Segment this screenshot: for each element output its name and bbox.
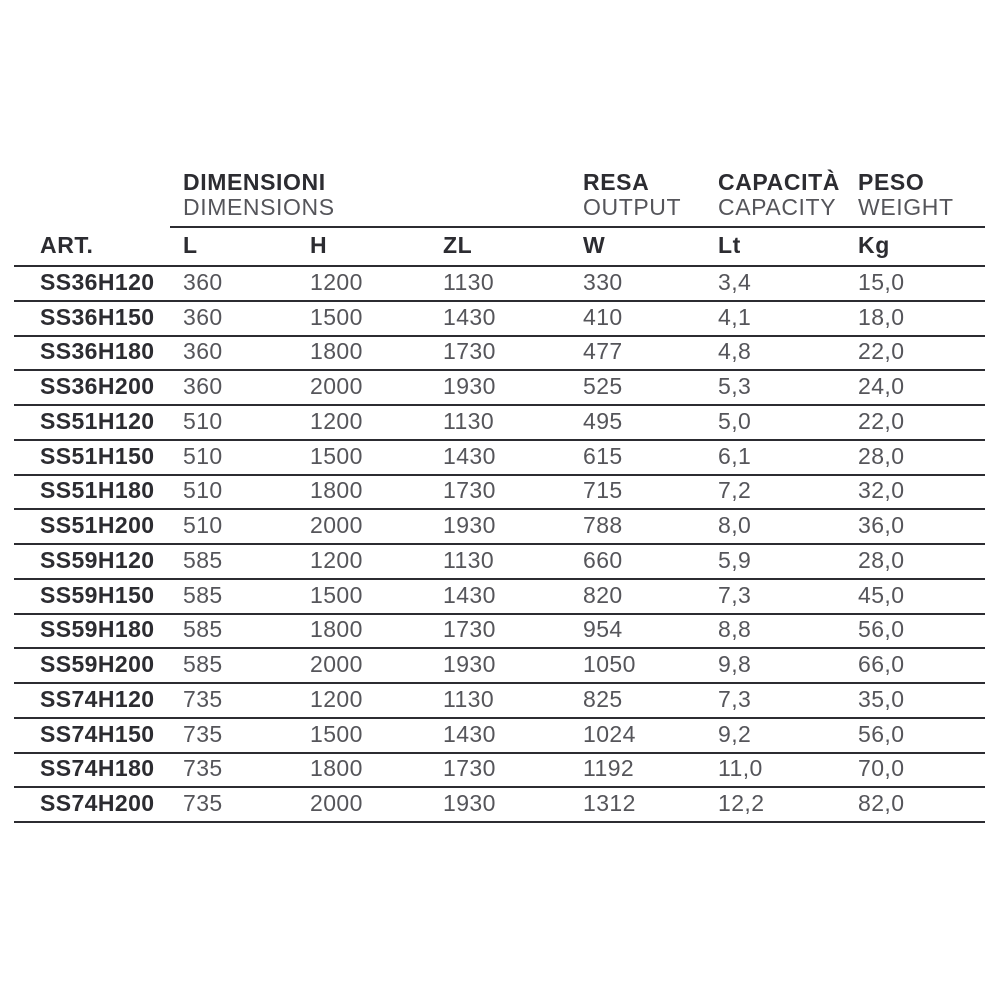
spec-value: 1130 bbox=[430, 683, 570, 718]
spec-value: 8,0 bbox=[705, 509, 845, 544]
spec-value: 1930 bbox=[430, 509, 570, 544]
table-row bbox=[14, 544, 985, 579]
spec-value: 1050 bbox=[570, 648, 705, 683]
spec-value: 1930 bbox=[430, 787, 570, 822]
art-code: SS36H150 bbox=[14, 301, 170, 336]
spec-value: 2000 bbox=[297, 787, 430, 822]
group-title-en: OUTPUT bbox=[583, 194, 682, 220]
spec-value: 360 bbox=[170, 336, 297, 371]
spec-value: 32,0 bbox=[845, 475, 985, 510]
spec-value: 1730 bbox=[430, 753, 570, 788]
spec-value: 11,0 bbox=[705, 753, 845, 788]
spec-value: 1500 bbox=[297, 579, 430, 614]
spec-value: 22,0 bbox=[845, 405, 985, 440]
spec-value: 9,2 bbox=[705, 718, 845, 753]
table-row bbox=[14, 718, 985, 753]
art-code: SS51H150 bbox=[14, 440, 170, 475]
table-row bbox=[14, 579, 985, 614]
art-code: SS51H180 bbox=[14, 475, 170, 510]
spec-value: 56,0 bbox=[845, 614, 985, 649]
spec-value: 56,0 bbox=[845, 718, 985, 753]
spec-value: 585 bbox=[170, 544, 297, 579]
spec-value: 1730 bbox=[430, 614, 570, 649]
table-row bbox=[14, 336, 985, 371]
spec-value: 735 bbox=[170, 718, 297, 753]
spec-value: 410 bbox=[570, 301, 705, 336]
spec-value: 7,3 bbox=[705, 579, 845, 614]
spec-value: 495 bbox=[570, 405, 705, 440]
table-row bbox=[14, 440, 985, 475]
art-code: SS36H180 bbox=[14, 336, 170, 371]
spec-value: 5,0 bbox=[705, 405, 845, 440]
spec-table-container bbox=[14, 170, 985, 823]
column-header-kg: Kg bbox=[845, 227, 985, 266]
spec-value: 35,0 bbox=[845, 683, 985, 718]
spec-value: 615 bbox=[570, 440, 705, 475]
table-row bbox=[14, 787, 985, 822]
art-code: SS59H180 bbox=[14, 614, 170, 649]
spec-value: 1800 bbox=[297, 614, 430, 649]
spec-value: 70,0 bbox=[845, 753, 985, 788]
spec-value: 5,3 bbox=[705, 370, 845, 405]
spec-value: 735 bbox=[170, 787, 297, 822]
spec-value: 1312 bbox=[570, 787, 705, 822]
column-header-zl: ZL bbox=[430, 227, 570, 266]
table-row bbox=[14, 475, 985, 510]
spec-value: 735 bbox=[170, 683, 297, 718]
spec-value: 3,4 bbox=[705, 266, 845, 301]
table-row bbox=[14, 266, 985, 301]
spec-value: 7,2 bbox=[705, 475, 845, 510]
spec-value: 1800 bbox=[297, 336, 430, 371]
spec-value: 7,3 bbox=[705, 683, 845, 718]
spec-value: 510 bbox=[170, 475, 297, 510]
column-header-row bbox=[14, 227, 985, 266]
art-code: SS74H180 bbox=[14, 753, 170, 788]
spec-value: 510 bbox=[170, 440, 297, 475]
spec-value: 525 bbox=[570, 370, 705, 405]
column-header-h: H bbox=[297, 227, 430, 266]
spec-value: 1130 bbox=[430, 266, 570, 301]
spec-value: 585 bbox=[170, 648, 297, 683]
spec-value: 1130 bbox=[430, 544, 570, 579]
art-code: SS51H200 bbox=[14, 509, 170, 544]
table-row bbox=[14, 753, 985, 788]
spec-table bbox=[14, 170, 985, 823]
spec-value: 820 bbox=[570, 579, 705, 614]
spec-value: 36,0 bbox=[845, 509, 985, 544]
spec-table-body bbox=[14, 266, 985, 822]
spec-value: 1430 bbox=[430, 301, 570, 336]
spec-value: 360 bbox=[170, 301, 297, 336]
spec-value: 360 bbox=[170, 370, 297, 405]
column-header-l: L bbox=[170, 227, 297, 266]
spec-value: 8,8 bbox=[705, 614, 845, 649]
table-row bbox=[14, 683, 985, 718]
spec-value: 28,0 bbox=[845, 440, 985, 475]
spec-value: 1930 bbox=[430, 648, 570, 683]
spec-value: 1130 bbox=[430, 405, 570, 440]
spec-table-header bbox=[14, 170, 985, 266]
group-title-it: DIMENSIONI bbox=[183, 169, 326, 195]
spec-value: 1430 bbox=[430, 579, 570, 614]
spec-value: 2000 bbox=[297, 509, 430, 544]
spec-value: 4,1 bbox=[705, 301, 845, 336]
spec-value: 825 bbox=[570, 683, 705, 718]
group-title-it: RESA bbox=[583, 169, 650, 195]
spec-value: 24,0 bbox=[845, 370, 985, 405]
spec-value: 1800 bbox=[297, 475, 430, 510]
spec-value: 66,0 bbox=[845, 648, 985, 683]
spec-value: 82,0 bbox=[845, 787, 985, 822]
spec-value: 2000 bbox=[297, 648, 430, 683]
spec-value: 22,0 bbox=[845, 336, 985, 371]
spec-value: 1800 bbox=[297, 753, 430, 788]
group-title-en: WEIGHT bbox=[858, 194, 954, 220]
spec-value: 1024 bbox=[570, 718, 705, 753]
art-code: SS74H200 bbox=[14, 787, 170, 822]
spec-value: 510 bbox=[170, 405, 297, 440]
spec-value: 735 bbox=[170, 753, 297, 788]
spec-value: 12,2 bbox=[705, 787, 845, 822]
spec-value: 1500 bbox=[297, 440, 430, 475]
spec-value: 1500 bbox=[297, 718, 430, 753]
spec-value: 1430 bbox=[430, 440, 570, 475]
group-capacity bbox=[705, 170, 845, 227]
group-output bbox=[570, 170, 705, 227]
art-code: SS74H150 bbox=[14, 718, 170, 753]
spec-value: 585 bbox=[170, 579, 297, 614]
group-header-row bbox=[14, 170, 985, 227]
spec-value: 954 bbox=[570, 614, 705, 649]
art-code: SS59H120 bbox=[14, 544, 170, 579]
spec-value: 660 bbox=[570, 544, 705, 579]
spec-value: 2000 bbox=[297, 370, 430, 405]
spec-value: 15,0 bbox=[845, 266, 985, 301]
spec-value: 9,8 bbox=[705, 648, 845, 683]
group-title-en: CAPACITY bbox=[718, 194, 837, 220]
group-title-it: PESO bbox=[858, 169, 925, 195]
spec-value: 45,0 bbox=[845, 579, 985, 614]
column-header-w: W bbox=[570, 227, 705, 266]
group-title-en: DIMENSIONS bbox=[183, 194, 335, 220]
table-row bbox=[14, 648, 985, 683]
art-code: SS51H120 bbox=[14, 405, 170, 440]
spec-value: 18,0 bbox=[845, 301, 985, 336]
spec-value: 1930 bbox=[430, 370, 570, 405]
group-dimensions bbox=[170, 170, 570, 227]
art-code: SS59H150 bbox=[14, 579, 170, 614]
table-row bbox=[14, 614, 985, 649]
spec-value: 788 bbox=[570, 509, 705, 544]
group-spacer bbox=[14, 170, 170, 227]
spec-value: 360 bbox=[170, 266, 297, 301]
spec-value: 28,0 bbox=[845, 544, 985, 579]
spec-value: 715 bbox=[570, 475, 705, 510]
spec-value: 6,1 bbox=[705, 440, 845, 475]
spec-value: 1200 bbox=[297, 405, 430, 440]
spec-value: 330 bbox=[570, 266, 705, 301]
spec-value: 585 bbox=[170, 614, 297, 649]
spec-value: 1430 bbox=[430, 718, 570, 753]
spec-value: 477 bbox=[570, 336, 705, 371]
art-code: SS59H200 bbox=[14, 648, 170, 683]
spec-value: 4,8 bbox=[705, 336, 845, 371]
art-code: SS36H120 bbox=[14, 266, 170, 301]
column-header-lt: Lt bbox=[705, 227, 845, 266]
spec-value: 1200 bbox=[297, 544, 430, 579]
column-header-art: ART. bbox=[14, 227, 170, 266]
spec-value: 1500 bbox=[297, 301, 430, 336]
table-row bbox=[14, 370, 985, 405]
art-code: SS36H200 bbox=[14, 370, 170, 405]
spec-value: 1730 bbox=[430, 475, 570, 510]
spec-value: 1730 bbox=[430, 336, 570, 371]
art-code: SS74H120 bbox=[14, 683, 170, 718]
spec-value: 1192 bbox=[570, 753, 705, 788]
group-title-it: CAPACITÀ bbox=[718, 169, 840, 195]
group-weight bbox=[845, 170, 985, 227]
spec-value: 1200 bbox=[297, 683, 430, 718]
spec-value: 1200 bbox=[297, 266, 430, 301]
table-row bbox=[14, 301, 985, 336]
table-row bbox=[14, 405, 985, 440]
spec-value: 5,9 bbox=[705, 544, 845, 579]
table-row bbox=[14, 509, 985, 544]
spec-value: 510 bbox=[170, 509, 297, 544]
